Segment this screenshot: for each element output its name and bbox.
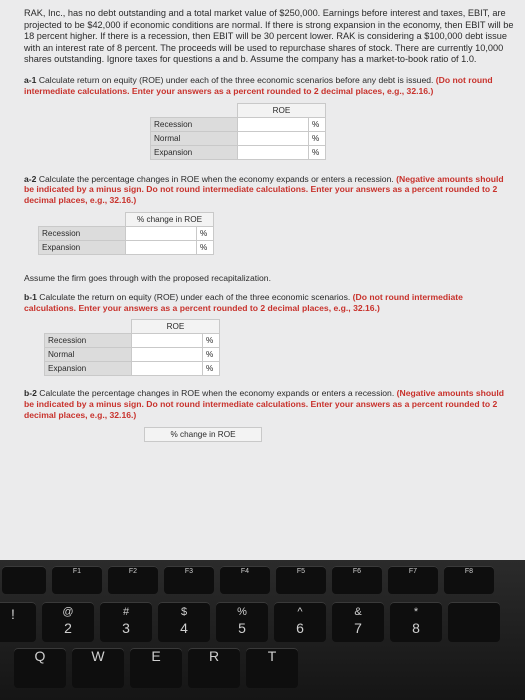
- key-3[interactable]: # 3: [100, 602, 152, 642]
- change-expansion-input[interactable]: [126, 240, 197, 254]
- play-pause-key[interactable]: F8: [444, 566, 494, 594]
- key-6[interactable]: ^ 6: [274, 602, 326, 642]
- key-8[interactable]: * 8: [390, 602, 442, 642]
- question-note: (Negative amounts should be indicated by a minus sign. Do not round intermediate calculations. Enter your answers as a percent rounded to 2 decimal places, e.g., 32.16.): [24, 173, 504, 206]
- roe-recession-input[interactable]: [238, 117, 309, 131]
- question-note: (Do not round intermediate calculations. Enter your answers as a percent rounded to 2 decimal places, e.g., 32.16.): [24, 291, 463, 313]
- assumption-text: Assume the firm goes through with the proposed recapitalization.: [24, 272, 271, 283]
- question-text: Calculate the percentage changes in ROE when the economy expands or enters a recession.: [39, 388, 395, 399]
- key-r[interactable]: R: [188, 648, 240, 688]
- table-row: [39, 226, 214, 240]
- row-label: Expansion: [151, 145, 238, 159]
- key-t[interactable]: T: [246, 648, 298, 688]
- key-1[interactable]: !: [0, 602, 36, 642]
- keyboard-light-down-key[interactable]: F5: [276, 566, 326, 594]
- key-7[interactable]: & 7: [332, 602, 384, 642]
- roe-expansion-input[interactable]: [238, 145, 309, 159]
- roe-expansion-input[interactable]: [132, 362, 203, 376]
- key-5[interactable]: % 5: [216, 602, 268, 642]
- key-q[interactable]: Q: [14, 648, 66, 688]
- table-row: [45, 362, 220, 376]
- row-label: Expansion: [39, 240, 126, 254]
- column-header: % change in ROE: [126, 212, 214, 226]
- table-row: [45, 334, 220, 348]
- key-2[interactable]: @ 2: [42, 602, 94, 642]
- launchpad-key[interactable]: F4: [220, 566, 270, 594]
- question-note: (Negative amounts should be indicated by a minus sign. Do not round intermediate calculations. Enter your answers as a percent rounded to 2 decimal places, e.g., 32.16.): [24, 388, 505, 420]
- question-number: b-2: [24, 388, 37, 399]
- roe-recession-input[interactable]: [132, 334, 203, 348]
- percent-unit: %: [309, 145, 326, 159]
- table-row: [151, 145, 326, 159]
- percent-unit: %: [203, 348, 220, 362]
- percent-unit: %: [309, 131, 326, 145]
- question-number: a-2: [24, 173, 37, 184]
- laptop-keyboard: [0, 560, 525, 700]
- row-label: Recession: [45, 334, 132, 348]
- row-label: Recession: [151, 117, 238, 131]
- roe-normal-input[interactable]: [132, 348, 203, 362]
- keyboard-light-up-key[interactable]: F6: [332, 566, 382, 594]
- row-label: Normal: [151, 131, 238, 145]
- row-label: Normal: [45, 348, 132, 362]
- a1-answer-table: [150, 103, 326, 160]
- problem-intro: RAK, Inc., has no debt outstanding and a total market value of $250,000. Earnings before interest and taxes, EBIT, are projected to be $42,000 if economic conditions are normal. If there is strong expansion in the economy, then EBIT will be 18 percent higher. If there is a recession, then EBIT will be 30 percent lower. RAK is considering a $100,000 debt issue with an interest rate of 8 percent. The proceeds will be used to repurchase shares of stock. There are currently 10,000 shares outstanding. Ignore taxes for questions a and b. Assume the company has a market-to-book ratio of 1.0.: [24, 8, 514, 65]
- question-page: [24, 8, 514, 442]
- mission-control-key[interactable]: F3: [164, 566, 214, 594]
- table-row: [151, 131, 326, 145]
- percent-unit: %: [197, 226, 214, 240]
- question-text: Calculate return on equity (ROE) under each of the three economic scenarios before any debt is issued.: [38, 74, 434, 85]
- question-b2: [24, 388, 514, 420]
- question-number: a-1: [24, 74, 37, 85]
- percent-unit: %: [203, 334, 220, 348]
- question-note: (Do not round intermediate calculations. Enter your answers as a percent rounded to 2 decimal places, e.g., 32.16.): [24, 74, 493, 96]
- key-4[interactable]: $ 4: [158, 602, 210, 642]
- row-label: Recession: [39, 226, 126, 240]
- key-w[interactable]: W: [72, 648, 124, 688]
- rewind-key[interactable]: F7: [388, 566, 438, 594]
- question-number: b-1: [24, 291, 37, 302]
- brightness-down-key[interactable]: F1: [52, 566, 102, 594]
- b1-answer-table: [44, 319, 220, 376]
- row-label: Expansion: [45, 362, 132, 376]
- percent-unit: %: [197, 240, 214, 254]
- percent-unit: %: [309, 117, 326, 131]
- key-9[interactable]: [448, 602, 500, 642]
- a2-answer-table: [38, 212, 214, 255]
- roe-normal-input[interactable]: [238, 131, 309, 145]
- question-text: Calculate the percentage changes in ROE when the economy expands or enters a recession.: [38, 173, 394, 184]
- column-header: ROE: [132, 320, 220, 334]
- question-a2: [24, 174, 514, 206]
- table-row: [39, 240, 214, 254]
- brightness-up-key[interactable]: F2: [108, 566, 158, 594]
- question-b1: [24, 292, 514, 314]
- b2-answer-table: [144, 427, 262, 442]
- question-a1: [24, 75, 514, 97]
- key-e[interactable]: E: [130, 648, 182, 688]
- change-recession-input[interactable]: [126, 226, 197, 240]
- question-text: Calculate the return on equity (ROE) under each of the three economic scenarios.: [39, 291, 351, 302]
- table-row: [45, 348, 220, 362]
- column-header: % change in ROE: [145, 427, 262, 441]
- escape-key[interactable]: [2, 566, 46, 594]
- percent-unit: %: [203, 362, 220, 376]
- column-header: ROE: [238, 103, 326, 117]
- table-row: [151, 117, 326, 131]
